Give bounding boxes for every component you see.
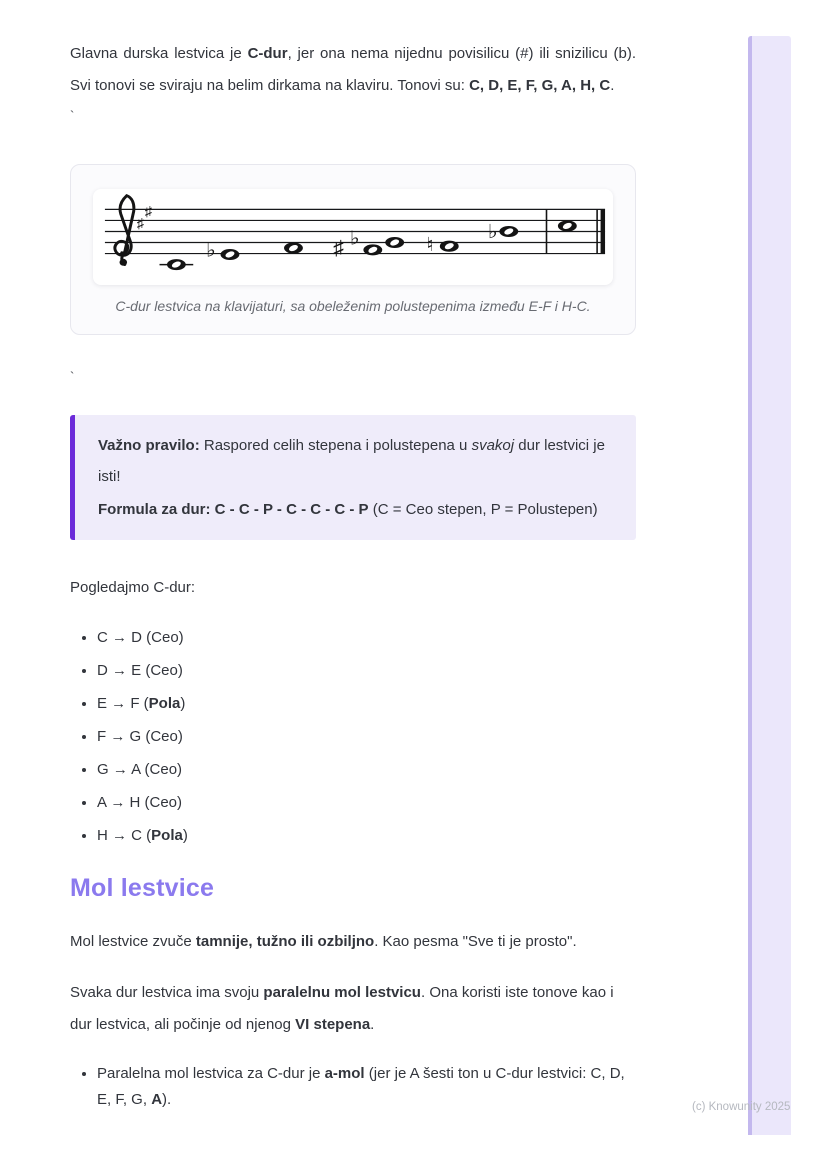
final-bar-thick — [601, 209, 605, 253]
key-signature-sharp-icon: ♯ — [136, 216, 145, 232]
stray-backtick-2: ` — [70, 369, 75, 384]
whole-note — [440, 241, 459, 252]
whole-note — [558, 220, 577, 231]
stray-backtick-1: ` — [70, 108, 75, 123]
flat-sign-icon: ♭ — [487, 221, 498, 243]
whole-note — [160, 259, 194, 270]
list-item: • H → C (Pola) — [97, 824, 636, 848]
figure-caption: C-dur lestvica na klavijaturi, sa obeleženim polustepenima između E-F i H-C. — [115, 298, 591, 314]
list-item: • Paralelna mol lestvica za C-dur je a-mol (jer je A šesti ton u C-dur lestvici: C, D, E, F, G, A). — [97, 1061, 636, 1113]
whole-note — [385, 237, 404, 248]
whole-note — [499, 226, 518, 237]
whole-note — [221, 249, 240, 260]
mol-paragraph-2: Svaka dur lestvica ima svoju paralelnu mol lestvicu. Ona koristi iste tonove kao i dur lestvica, ali počinje od njenog VI stepena. — [70, 984, 614, 1033]
list-item: • F → G (Ceo) — [97, 725, 636, 749]
natural-sign-icon: ♮ — [426, 234, 434, 256]
list-item: • D → E (Ceo) — [97, 659, 636, 683]
list-item: • A → H (Ceo) — [97, 791, 636, 815]
copyright-footer: (c) Knowunity 2025 — [692, 1101, 791, 1113]
music-staff-image — [93, 189, 613, 285]
interval-steps-list — [70, 626, 636, 848]
whole-note — [363, 244, 382, 255]
intro-paragraph: Glavna durska lestvica je C-dur, jer ona nema nijednu povisilicu (#) ili snizilicu (b). Svi tonovi se sviraju na belim dirkama na klaviru. Tonovi su: C, D, E, F, G, A, H, C. — [70, 45, 636, 94]
music-staff-svg — [95, 191, 611, 283]
flat-sign-icon: ♭ — [206, 239, 216, 262]
document-page — [70, 0, 636, 1113]
page-edge-scrollbar[interactable] — [748, 36, 791, 1135]
notation-figure-card — [70, 164, 636, 335]
callout-formula-text: Formula za dur: C - C - P - C - C - C - P (C = Ceo stepen, P = Polustepen) — [98, 501, 598, 518]
treble-clef-icon — [115, 196, 134, 266]
list-item: • C → D (Ceo) — [97, 626, 636, 650]
flat-sign-icon: ♭ — [350, 228, 360, 250]
mol-paragraph-1: Mol lestvice zvuče tamnije, tužno ili ozbiljno. Kao pesma "Sve ti je prosto". — [70, 933, 577, 950]
steps-intro-text: Pogledajmo C-dur: — [70, 579, 196, 596]
sharp-sign-icon: ♯ — [333, 237, 345, 260]
important-rule-callout — [70, 415, 636, 540]
mol-bullet-list — [70, 1061, 636, 1113]
list-item: • E → F (Pola) — [97, 692, 636, 716]
section-heading-mol-lestvice: Mol lestvice — [70, 874, 215, 902]
key-signature-sharp-icon: ♯ — [144, 204, 153, 220]
list-item: • G → A (Ceo) — [97, 758, 636, 782]
whole-note — [284, 243, 303, 254]
callout-rule-text: Važno pravilo: Raspored celih stepena i polustepena u svakoj dur lestvici je isti! — [98, 437, 605, 485]
